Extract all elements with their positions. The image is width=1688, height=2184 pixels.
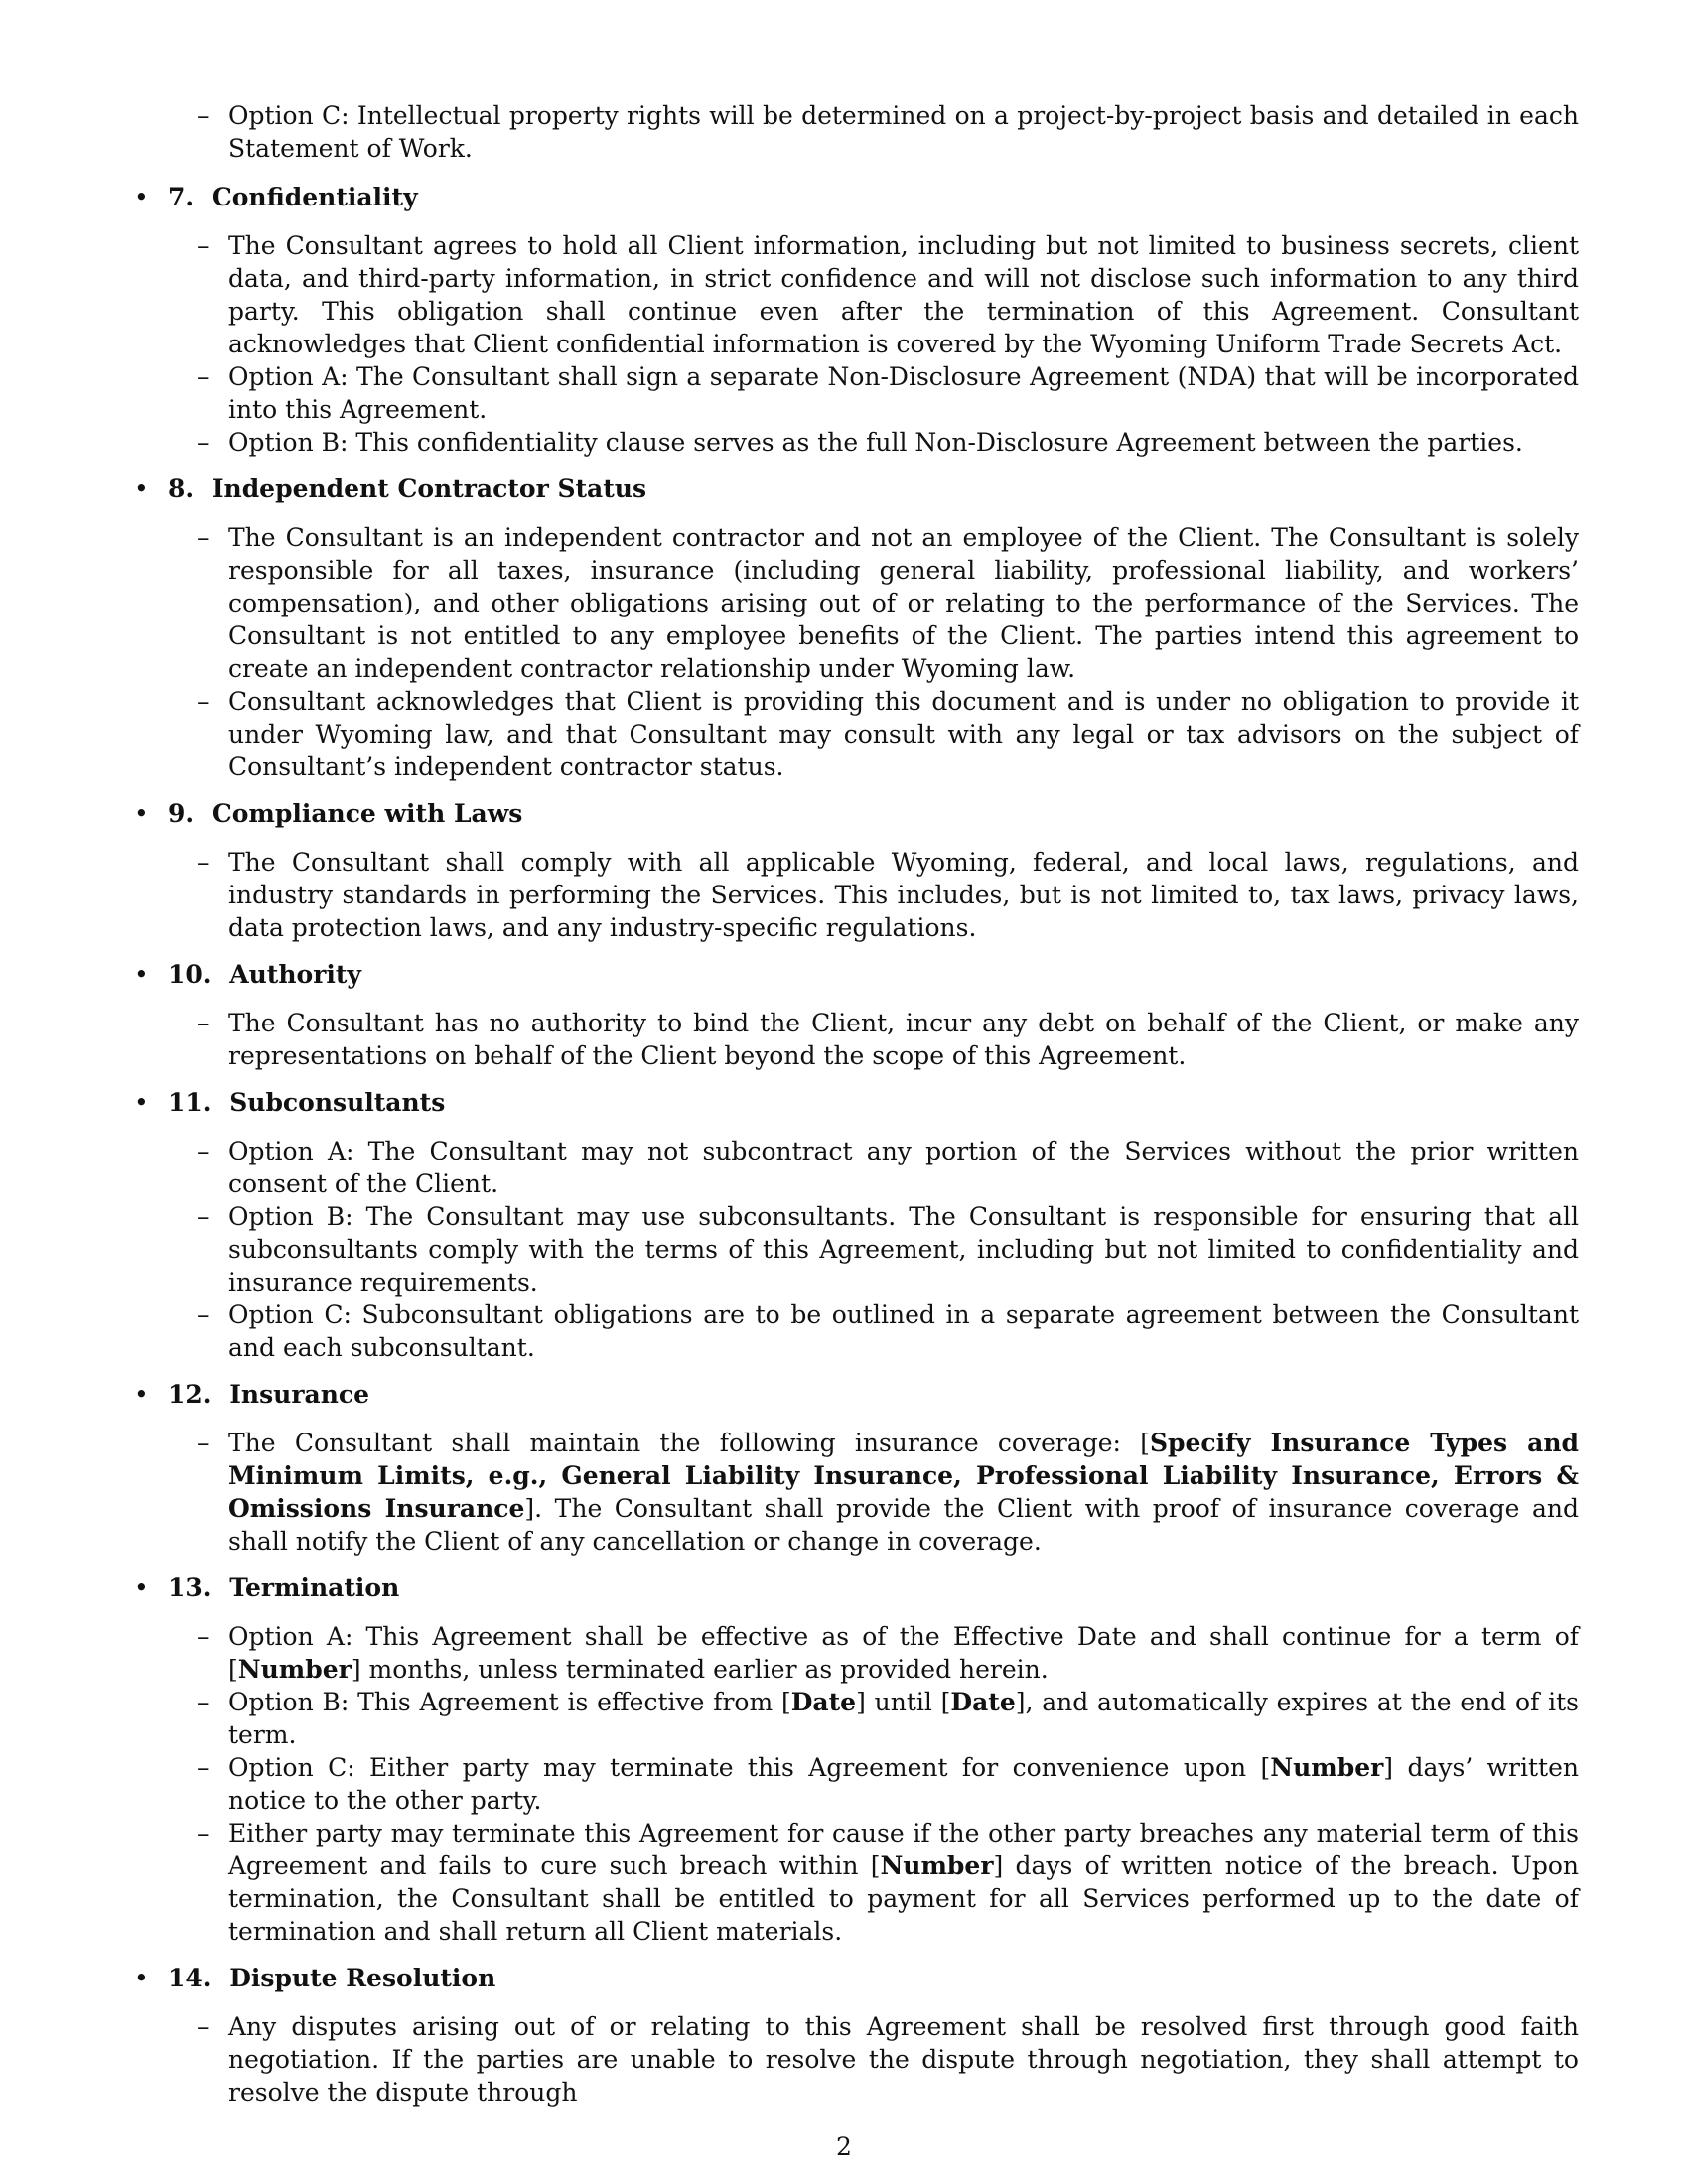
list-item (134, 1298, 1579, 1364)
section-number: 7. (168, 183, 195, 211)
section-title: Dispute Resolution (229, 1964, 496, 1992)
section-authority (134, 958, 1579, 1072)
section-list (134, 1620, 1579, 1948)
page-number: 2 (836, 2132, 852, 2161)
section-title: Subconsultants (229, 1088, 446, 1117)
bullet-icon: • (134, 475, 149, 503)
list-item (134, 521, 1579, 685)
bullet-icon: • (134, 1380, 149, 1409)
list-item-text: Option C: Intellectual property rights will be determined on a project-by-project basis and detailed in each Statement of Work. (228, 101, 1579, 163)
placeholder-text: Number (880, 1851, 994, 1880)
section-heading (134, 958, 1579, 991)
section-heading (134, 1086, 1579, 1119)
dash-icon: – (197, 687, 210, 716)
section-list (134, 846, 1579, 944)
section-heading (134, 1962, 1579, 1994)
list-item (134, 2010, 1579, 2109)
dash-icon: – (197, 1137, 210, 1165)
list-item-text: The Consultant shall comply with all applicable Wyoming, federal, and local laws, regulations, and industry standards in performing the Services. This includes, but is not limited to, tax laws, privacy laws, data protection laws, and any industry-specific regulations. (228, 848, 1579, 942)
placeholder-text: Number (1270, 1753, 1384, 1782)
section-heading (134, 1378, 1579, 1411)
section-number: 11. (168, 1088, 211, 1117)
dash-icon: – (197, 428, 210, 457)
dash-icon: – (197, 1202, 210, 1231)
list-item (134, 685, 1579, 783)
section-insurance (134, 1378, 1579, 1558)
section-list (134, 521, 1579, 783)
list-item-text: Option B: This confidentiality clause serves as the full Non-Disclosure Agreement between the parties. (228, 428, 1523, 457)
list-item-text: Consultant acknowledges that Client is providing this document and is under no obligation to provide it under Wyoming law, and that Consultant may consult with any legal or tax advisors on the subject of Consultant’s independent contractor status. (228, 687, 1579, 781)
list-item-text: Option A: The Consultant shall sign a separate Non-Disclosure Agreement (NDA) that will be incorporated into this Agreement. (228, 362, 1579, 424)
dash-icon: – (197, 1429, 210, 1457)
section-title: Insurance (229, 1380, 370, 1409)
list-item-text-post: ] days of written notice of the breach. Upon termination, the Consultant shall be entitled to payment for all Services performed up to the date of termination and shall return all Client materials. (228, 1851, 1580, 1946)
list-item-text: Any disputes arising out of or relating to this Agreement shall be resolved first through good faith negotiation. If the parties are unable to resolve the dispute through negotiation, they shall attempt to resolve the dispute through (228, 2012, 1579, 2107)
list-item-text: Option C: Subconsultant obligations are to be outlined in a separate agreement between the Consultant and each subconsultant. (228, 1300, 1579, 1362)
section-heading (134, 473, 1579, 505)
list-item-text: The Consultant is an independent contractor and not an employee of the Client. The Consultant is solely responsible for all taxes, insurance (including general liability, professional liability, and workers’ compensation), and other obligations arising out of or relating to the performance of the Services. The Consultant is not entitled to any employee benefits of the Client. The parties intend this agreement to create an independent contractor relationship under Wyoming law. (228, 523, 1579, 683)
list-item-text: The Consultant has no authority to bind the Client, incur any debt on behalf of the Client, or make any representations on behalf of the Client beyond the scope of this Agreement. (228, 1009, 1579, 1070)
list-item (134, 1751, 1579, 1817)
section-list (134, 1427, 1579, 1558)
list-item-text-pre: The Consultant shall maintain the following insurance coverage: [ (228, 1429, 1150, 1457)
section-list (134, 1007, 1579, 1072)
list-item-text-post: ], and automatically expires at the end of its term. (228, 1688, 1579, 1749)
dash-icon: – (197, 1753, 210, 1782)
dash-icon: – (197, 848, 210, 877)
section-subconsultants (134, 1086, 1579, 1364)
list-item-text: The Consultant agrees to hold all Client information, including but not limited to business secrets, client data, and third-party information, in strict confidence and will not disclose such information to any third party. This obligation shall continue even after the termination of this Agreement. Consultant acknowledges that Client confidential information is covered by the Wyoming Uniform Trade Secrets Act. (228, 231, 1579, 358)
dash-icon: – (197, 2012, 210, 2041)
bullet-icon: • (134, 1088, 149, 1117)
list-item (134, 1686, 1579, 1751)
continuation-block (134, 99, 1579, 165)
section-number: 9. (168, 799, 195, 828)
list-item (134, 426, 1579, 459)
dash-icon: – (197, 1300, 210, 1329)
list-item-text-post: ] months, unless terminated earlier as provided herein. (351, 1655, 1049, 1684)
continuation-list (134, 99, 1579, 165)
list-item-text-mid: ] until [ (856, 1688, 951, 1716)
section-heading (134, 1571, 1579, 1604)
section-number: 10. (168, 960, 211, 989)
list-item (134, 1135, 1579, 1200)
section-independent-contractor (134, 473, 1579, 783)
section-title: Compliance with Laws (211, 799, 523, 828)
dash-icon: – (197, 231, 210, 260)
placeholder-text: Date (950, 1688, 1016, 1716)
section-title: Authority (229, 960, 361, 989)
list-item (134, 229, 1579, 360)
section-number: 13. (168, 1573, 211, 1602)
list-item (134, 846, 1579, 944)
section-heading (134, 181, 1579, 213)
section-number: 8. (168, 475, 195, 503)
section-dispute-resolution (134, 1962, 1579, 2109)
section-number: 14. (168, 1964, 211, 1992)
section-number: 12. (168, 1380, 211, 1409)
list-item (134, 1817, 1579, 1948)
section-list (134, 2010, 1579, 2109)
list-item (134, 360, 1579, 426)
placeholder-text: Date (790, 1688, 857, 1716)
placeholder-text: Specify Insurance Types and Minimum Limits, e.g., General Liability Insurance, Professional Liability Insurance, Errors & Omissions Insurance (228, 1429, 1579, 1523)
bullet-icon: • (134, 1573, 149, 1602)
list-item-text-post: ] days’ written notice to the other party. (228, 1753, 1579, 1815)
section-compliance (134, 797, 1579, 944)
dash-icon: – (197, 1688, 210, 1716)
list-item-text-pre: Option C: Either party may terminate this Agreement for convenience upon [ (228, 1753, 1271, 1782)
list-item (134, 99, 1579, 165)
list-item-text-pre: Either party may terminate this Agreement for cause if the other party breaches any material term of this Agreement and fails to cure such breach within [ (228, 1819, 1579, 1880)
section-title: Termination (229, 1573, 400, 1602)
document-body (134, 99, 1579, 2122)
section-list (134, 229, 1579, 459)
section-termination (134, 1571, 1579, 1948)
list-item (134, 1427, 1579, 1558)
dash-icon: – (197, 1622, 210, 1651)
list-item-text: Option B: The Consultant may use subconsultants. The Consultant is responsible for ensuring that all subconsultants comply with the terms of this Agreement, including but not limited to confidentiality and insurance requirements. (228, 1202, 1579, 1297)
dash-icon: – (197, 523, 210, 552)
section-title: Independent Contractor Status (211, 475, 647, 503)
section-confidentiality (134, 181, 1579, 459)
dash-icon: – (197, 1819, 210, 1847)
bullet-icon: • (134, 1964, 149, 1992)
list-item (134, 1620, 1579, 1686)
dash-icon: – (197, 362, 210, 391)
list-item (134, 1200, 1579, 1298)
section-list (134, 1135, 1579, 1364)
section-heading (134, 797, 1579, 830)
bullet-icon: • (134, 960, 149, 989)
list-item-text-pre: Option B: This Agreement is effective from [ (228, 1688, 791, 1716)
dash-icon: – (197, 1009, 210, 1037)
bullet-icon: • (134, 799, 149, 828)
bullet-icon: • (134, 183, 149, 211)
list-item-text-pre: Option A: This Agreement shall be effective as of the Effective Date and shall continue for a term of [ (228, 1622, 1579, 1684)
list-item-text: Option A: The Consultant may not subcontract any portion of the Services without the prior written consent of the Client. (228, 1137, 1579, 1198)
section-title: Confidentiality (211, 183, 418, 211)
list-item-text-post: ]. The Consultant shall provide the Client with proof of insurance coverage and shall notify the Client of any cancellation or change in coverage. (228, 1494, 1579, 1556)
list-item (134, 1007, 1579, 1072)
placeholder-text: Number (237, 1655, 352, 1684)
dash-icon: – (197, 101, 210, 130)
